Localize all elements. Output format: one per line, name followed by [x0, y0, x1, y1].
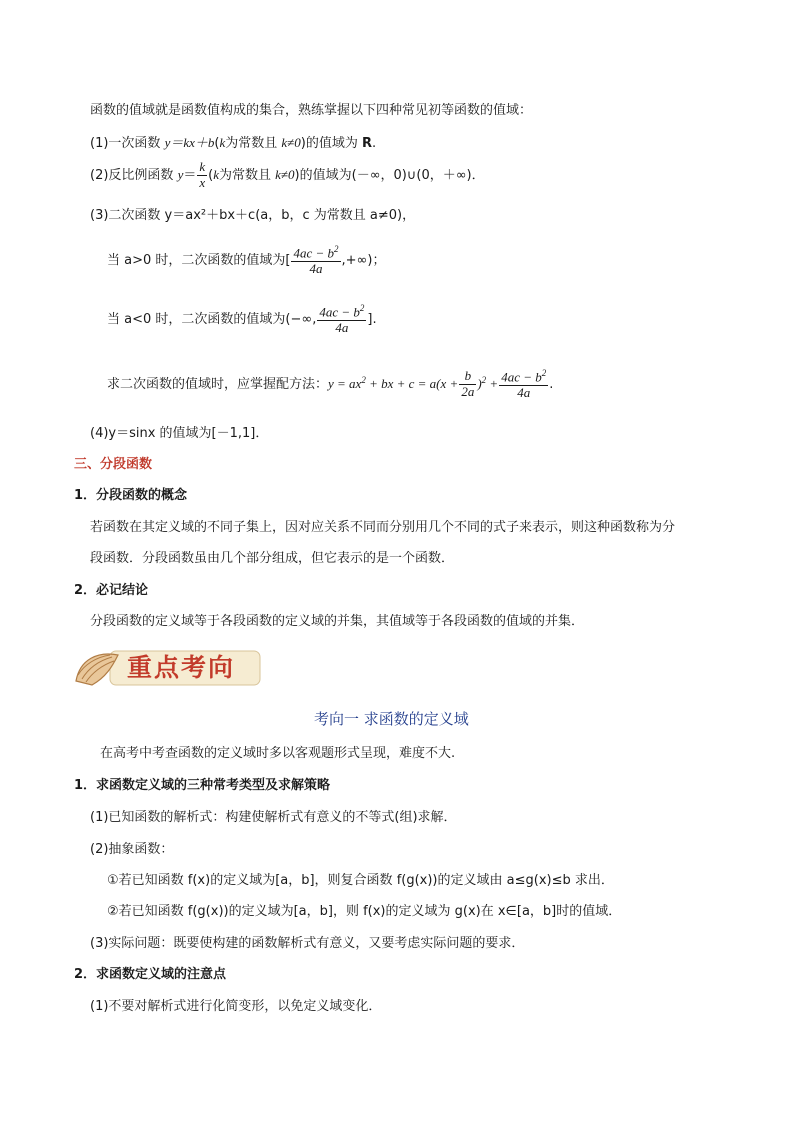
- domain-type-practical: (3)实际问题：既要使构建的函数解析式有意义，又要考虑实际问题的要求．: [90, 936, 525, 951]
- piecewise-concept-line2: 段函数．分段函数虽由几个部分组成，但它表示的是一个函数．: [90, 551, 455, 566]
- fraction-b-over-2a: $\frac{b}{2a}$: [461, 368, 475, 400]
- section-piecewise-title: 三、分段函数: [74, 457, 153, 472]
- fraction-vertex-value: $\frac{4ac - b^2}{4a}$: [501, 368, 547, 401]
- domain-type-abstract: (2)抽象函数：: [90, 842, 174, 857]
- banner-text: 重点考向: [127, 653, 236, 682]
- domain-type-formula: (1)已知函数的解析式：构建使解析式有意义的不等式(组)求解．: [90, 810, 457, 825]
- item-inverse: (2)反比例函数 y＝ $\frac{k}{x}$ (k为常数且 k≠0)的值域为(－∞，0)∪(0，＋∞)．: [90, 159, 485, 190]
- domain-notes-title: 2．求函数定义域的注意点: [74, 967, 227, 982]
- piecewise-concept-title: 1．分段函数的概念: [74, 488, 188, 503]
- abstract-case-2: ②若已知函数 f(g(x))的定义域为[a，b]，则 f(x)的定义域为 g(x)在 x∈[a，b]时的值域．: [107, 904, 622, 919]
- conclusion-text: 分段函数的定义域等于各段函数的定义域的并集，其值域等于各段函数的值域的并集．: [90, 614, 585, 629]
- case-a-positive: 当 a>0 时，二次函数的值域为[ $\frac{4ac - b^2}{4a}$ ,+∞)；: [107, 244, 386, 277]
- conclusion-title: 2．必记结论: [74, 583, 149, 598]
- direction-one-title: 考向一 求函数的定义域: [314, 710, 469, 728]
- completing-square-method: 求二次函数的值域时，应掌握配方法：$y = ax^2$ + bx + c = a(x + $\frac{b}{2a}$ )$^2$ + $\frac{4ac - b^2}{4a}$ .: [107, 368, 554, 401]
- domain-types-title: 1．求函数定义域的三种常考类型及求解策略: [74, 778, 331, 793]
- domain-note-1: (1)不要对解析式进行化简变形，以免定义域变化．: [90, 999, 382, 1014]
- item-quadratic: (3)二次函数 y＝ax²＋bx＋c(a，b，c 为常数且 a≠0)，: [90, 208, 416, 223]
- key-direction-banner: [72, 645, 264, 691]
- case-a-negative: 当 a<0 时，二次函数的值域为(−∞, $\frac{4ac - b^2}{4a}$ ].: [107, 303, 377, 336]
- piecewise-concept-line1: 若函数在其定义域的不同子集上，因对应关系不同而分别用几个不同的式子来表示，则这种函数称为分: [90, 520, 676, 535]
- item-sine: (4)y＝sinx 的值域为[－1,1]．: [90, 426, 269, 441]
- direction-one-intro: 在高考中考查函数的定义域时多以客观题形式呈现，难度不大.: [100, 746, 456, 761]
- fraction-range-2: $\frac{4ac - b^2}{4a}$: [319, 303, 365, 336]
- fraction-range-1: $\frac{4ac - b^2}{4a}$: [293, 244, 339, 277]
- intro-text: 函数的值域就是函数值构成的集合，熟练掌握以下四种常见初等函数的值域：: [90, 103, 533, 118]
- abstract-case-1: ①若已知函数 f(x)的定义域为[a，b]，则复合函数 f(g(x))的定义域由 a≤g(x)≤b 求出．: [107, 873, 614, 888]
- fraction-k-over-x: $\frac{k}{x}$: [199, 159, 206, 190]
- item-linear: (1)一次函数 y＝kx＋b(k为常数且 k≠0)的值域为 R.: [90, 135, 377, 151]
